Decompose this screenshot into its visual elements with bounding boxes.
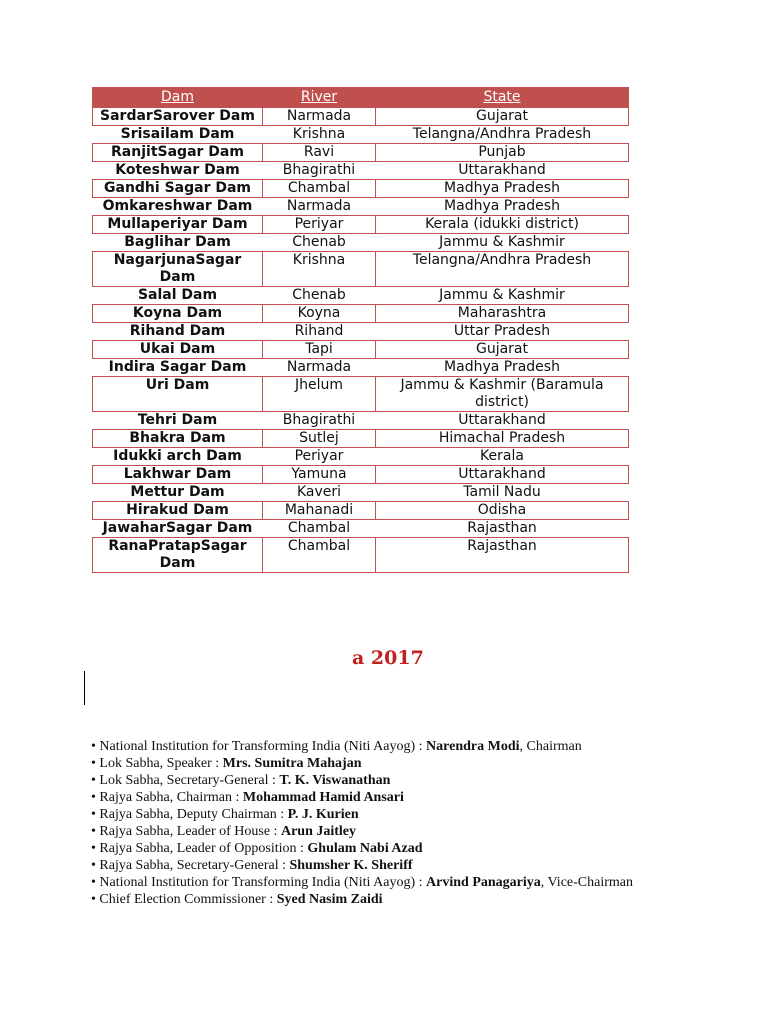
table-row — [93, 430, 629, 448]
state-cell: Madhya Pradesh — [444, 359, 560, 375]
river-cell: Krishna — [292, 126, 346, 142]
dam-cell: Omkareshwar Dam — [102, 198, 253, 214]
dam-cell: Tehri Dam — [137, 412, 218, 428]
table-row — [93, 484, 629, 502]
dam-cell: RanaPratapSagar Dam — [93, 538, 263, 573]
official-line — [91, 874, 651, 891]
state-cell: Uttarakhand — [376, 466, 629, 484]
state-cell: Himachal Pradesh — [376, 430, 629, 448]
official-name: Shumsher K. Sheriff — [289, 858, 413, 873]
table-row — [93, 234, 629, 252]
table-row — [93, 466, 629, 484]
official-suffix: , Chairman — [519, 739, 582, 754]
river-cell: Yamuna — [263, 466, 376, 484]
table-row — [93, 412, 629, 430]
table-row — [93, 520, 629, 538]
dam-cell: NagarjunaSagar Dam — [93, 252, 263, 287]
dam-cell: Baglihar Dam — [124, 234, 231, 250]
dam-cell: Hirakud Dam — [93, 502, 263, 520]
official-suffix: , Vice-Chairman — [540, 875, 633, 890]
state-cell: Uttarakhand — [458, 412, 546, 428]
river-cell: Narmada — [286, 198, 352, 214]
dam-cell: SardarSarover Dam — [93, 108, 263, 126]
year-title: a 2017 — [352, 647, 424, 669]
official-name: P. J. Kurien — [287, 807, 359, 822]
table-row — [93, 341, 629, 359]
table-row — [93, 538, 629, 573]
river-cell: Periyar — [263, 216, 376, 234]
official-line — [91, 806, 651, 823]
official-name: Narendra Modi — [426, 739, 520, 754]
table-row — [93, 162, 629, 180]
dam-cell: Ukai Dam — [93, 341, 263, 359]
dam-cell: Idukki arch Dam — [113, 448, 242, 464]
table-row — [93, 377, 629, 412]
river-cell: Chambal — [287, 520, 351, 536]
state-cell: Odisha — [376, 502, 629, 520]
river-cell: Chambal — [263, 538, 376, 573]
dam-cell: Mullaperiyar Dam — [93, 216, 263, 234]
river-cell: Krishna — [263, 252, 376, 287]
state-cell: Telangna/Andhra Pradesh — [412, 126, 592, 142]
river-cell: Periyar — [294, 448, 344, 464]
table-row — [93, 287, 629, 305]
official-role: • National Institution for Transforming India (Niti Aayog) : — [91, 739, 427, 754]
river-cell: Sutlej — [263, 430, 376, 448]
official-line — [91, 738, 651, 755]
official-line — [91, 789, 651, 806]
table-row — [93, 252, 629, 287]
dam-cell: Mettur Dam — [130, 484, 225, 500]
dam-table — [92, 87, 629, 573]
table-row — [93, 180, 629, 198]
official-role: • Rajya Sabha, Deputy Chairman : — [91, 807, 288, 822]
table-row — [93, 305, 629, 323]
dam-cell: Rihand Dam — [129, 323, 226, 339]
table-row — [93, 448, 629, 466]
table-row — [93, 144, 629, 162]
dam-cell: Salal Dam — [137, 287, 218, 303]
state-cell: Kerala — [480, 448, 524, 464]
table-row — [93, 108, 629, 126]
dam-cell: Koyna Dam — [93, 305, 263, 323]
dam-cell: Bhakra Dam — [93, 430, 263, 448]
dam-cell: Gandhi Sagar Dam — [93, 180, 263, 198]
river-cell: Chenab — [292, 234, 346, 250]
river-cell: Koyna — [263, 305, 376, 323]
state-cell: Jammu & Kashmir (Baramula district) — [376, 377, 629, 412]
table-header-row — [93, 88, 629, 108]
table-row — [93, 198, 629, 216]
text-cursor — [84, 671, 85, 705]
state-cell: Maharashtra — [376, 305, 629, 323]
state-cell: Madhya Pradesh — [444, 198, 560, 214]
official-name: Arun Jaitley — [280, 824, 357, 839]
river-cell: Jhelum — [263, 377, 376, 412]
table-row — [93, 502, 629, 520]
dam-cell: Srisailam Dam — [120, 126, 235, 142]
official-role: • National Institution for Transforming India (Niti Aayog) : — [91, 875, 427, 890]
official-name: Arvind Panagariya — [426, 875, 541, 890]
state-cell: Uttar Pradesh — [453, 323, 551, 339]
state-cell: Gujarat — [376, 341, 629, 359]
official-name: Mrs. Sumitra Mahajan — [222, 756, 362, 771]
state-cell: Punjab — [376, 144, 629, 162]
state-cell: Madhya Pradesh — [376, 180, 629, 198]
official-line — [91, 755, 651, 772]
official-line — [91, 823, 651, 840]
official-name: Mohammad Hamid Ansari — [242, 790, 404, 805]
river-cell: Bhagirathi — [282, 162, 356, 178]
officials-list — [91, 738, 651, 908]
dam-cell: RanjitSagar Dam — [93, 144, 263, 162]
official-name: Syed Nasim Zaidi — [276, 892, 383, 907]
river-cell: Tapi — [263, 341, 376, 359]
official-role: • Rajya Sabha, Chairman : — [91, 790, 243, 805]
river-cell: Mahanadi — [263, 502, 376, 520]
state-cell: Gujarat — [376, 108, 629, 126]
dam-cell: JawaharSagar Dam — [102, 520, 253, 536]
river-cell: Chambal — [263, 180, 376, 198]
official-line — [91, 772, 651, 789]
state-cell: Rajasthan — [467, 520, 537, 536]
state-cell: Tamil Nadu — [463, 484, 541, 500]
table-row — [93, 216, 629, 234]
river-cell: Bhagirathi — [282, 412, 356, 428]
official-line — [91, 840, 651, 857]
dam-cell: Uri Dam — [93, 377, 263, 412]
state-cell: Telangna/Andhra Pradesh — [376, 252, 629, 287]
official-role: • Lok Sabha, Secretary-General : — [91, 773, 280, 788]
river-cell: Kaveri — [296, 484, 342, 500]
table-row — [93, 323, 629, 341]
official-role: • Rajya Sabha, Leader of Opposition : — [91, 841, 308, 856]
table-row — [93, 359, 629, 377]
table-row — [93, 126, 629, 144]
official-role: • Rajya Sabha, Secretary-General : — [91, 858, 290, 873]
river-cell: Narmada — [286, 359, 352, 375]
river-cell: Ravi — [263, 144, 376, 162]
state-cell: Kerala (idukki district) — [376, 216, 629, 234]
official-name: T. K. Viswanathan — [279, 773, 391, 788]
header-dam: Dam — [93, 88, 263, 108]
state-cell: Jammu & Kashmir — [439, 234, 565, 250]
river-cell: Rihand — [294, 323, 344, 339]
river-cell: Narmada — [263, 108, 376, 126]
official-role: • Lok Sabha, Speaker : — [91, 756, 223, 771]
state-cell: Uttarakhand — [458, 162, 546, 178]
dam-cell: Indira Sagar Dam — [108, 359, 247, 375]
official-name: Ghulam Nabi Azad — [307, 841, 423, 856]
official-role: • Rajya Sabha, Leader of House : — [91, 824, 281, 839]
header-state: State — [376, 88, 629, 108]
river-cell: Chenab — [292, 287, 346, 303]
dam-cell: Koteshwar Dam — [115, 162, 240, 178]
header-river: River — [263, 88, 376, 108]
official-line — [91, 857, 651, 874]
state-cell: Jammu & Kashmir — [439, 287, 565, 303]
state-cell: Rajasthan — [376, 538, 629, 573]
official-role: • Chief Election Commissioner : — [91, 892, 277, 907]
dam-cell: Lakhwar Dam — [93, 466, 263, 484]
official-line — [91, 891, 651, 908]
